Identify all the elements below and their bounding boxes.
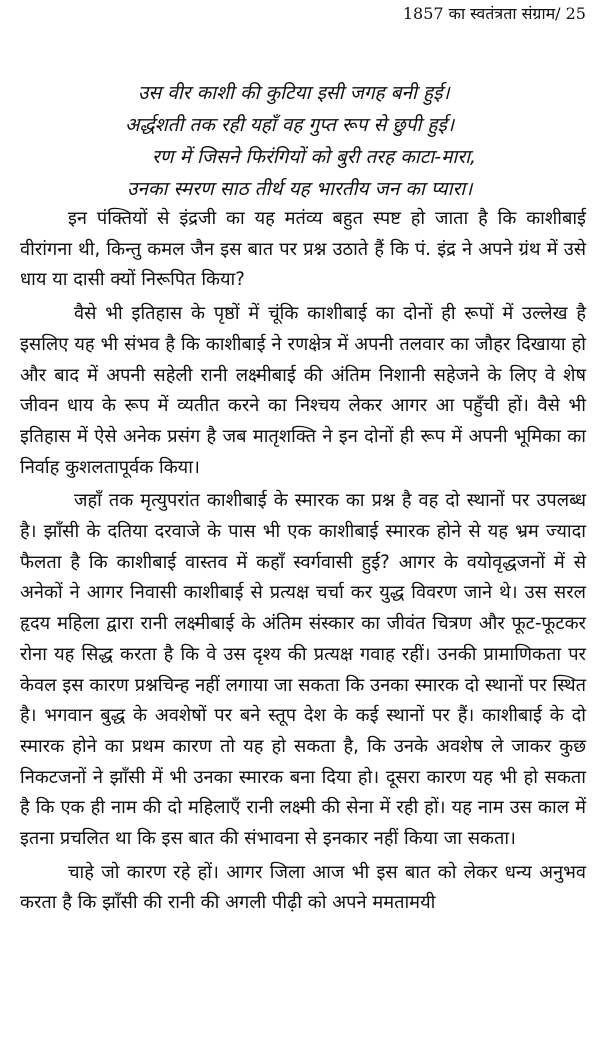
paragraph: जहाँ तक मृत्युपरांत काशीबाई के स्मारक का प्रश्न है वह दो स्थानों पर उपलब्ध है। झाँसी के दतिया दरवाजे के पास भी एक काशीबाई स्मारक होने से यह भ्रम ज्यादा फैलता है कि काशीबाई वास्तव में कहाँ स्वर्गवासी हुई? आगर के वयोवृद्धजनों में से अनेकों ने आगर निवासी काशीबाई से प्रत्यक्ष चर्चा कर युद्ध विवरण जाने थे। उस सरल हृदय महिला द्वारा रानी लक्ष्मीबाई के अंतिम संस्कार का जीवंत चित्रण और फूट-फूटकर रोना यह सिद्ध करता है कि वे उस दृश्य की प्रत्यक्ष गवाह रहीं। उनकी प्रामाणिकता पर केवल इस कारण प्रश्नचिन्ह नहीं लगाया जा सकता कि उनका स्मारक दो स्थानों पर स्थित है। भगवान बुद्ध के अवशेषों पर बने स्तूप देश के कई स्थानों पर हैं। काशीबाई के दो स्मारक होने का प्रथम कारण तो यह हो सकता है, कि उनके अवशेष ले जाकर कुछ निकटजनों ने झाँसी में भी उनका स्मारक बना दिया हो। दूसरा कारण यह भी हो सकता है कि एक ही नाम की दो महिलाएँ रानी लक्ष्मी की सेना में रही हों। यह नाम उस काल में इतना प्रचलित था कि इस बात की संभावना से इनकार नहीं किया जा सकता।: [20, 490, 586, 850]
body-text: [20, 204, 586, 919]
verse-line: रण में जिसने फिरंगियों को बुरी तरह काटा-मारा,: [152, 146, 477, 168]
verse-line: उनका स्मरण साठ तीर्थ यह भारतीय जन का प्यारा।: [127, 178, 473, 200]
verse-line: उस वीर काशी की कुटिया इसी जगह बनी हुई।: [138, 82, 450, 104]
running-header: 1857 का स्वतंत्रता संग्राम/ 25: [402, 4, 586, 23]
verse-block: [0, 77, 600, 205]
verse-line: अर्द्धशती तक रही यहाँ वह गुप्त रूप से छुपी हुई।: [125, 114, 455, 136]
paragraph: चाहे जो कारण रहे हों। आगर जिला आज भी इस बात को लेकर धन्य अनुभव करता है कि झाँसी की रानी की अगली पीढ़ी को अपने ममतामयी: [20, 861, 586, 914]
paragraph: इन पंक्तियों से इंद्रजी का यह मतंव्य बहुत स्पष्ट हो जाता है कि काशीबाई वीरांगना थी, किन्तु कमल जैन इस बात पर प्रश्न उठाते हैं कि पं. इंद्र ने अपने ग्रंथ में उसे धाय या दासी क्यों निरूपित किया?: [20, 208, 586, 291]
paragraph: वैसे भी इतिहास के पृष्ठों में चूंकि काशीबाई का दोनों ही रूपों में उल्लेख है इसलिए यह भी संभव है कि काशीबाई ने रणक्षेत्र में अपनी तलवार का जौहर दिखाया हो और बाद में अपनी सहेली रानी लक्ष्मीबाई की अंतिम निशानी सहेजने के लिए वे शेष जीवन धाय के रूप में व्यतीत करने का निश्चय लेकर आगर आ पहुँची हों। वैसे भी इतिहास में ऐसे अनेक प्रसंग है जब मातृशक्ति ने इन दोनों ही रूप में अपनी भूमिका का निर्वाह कुशलतापूर्वक किया।: [20, 303, 586, 478]
